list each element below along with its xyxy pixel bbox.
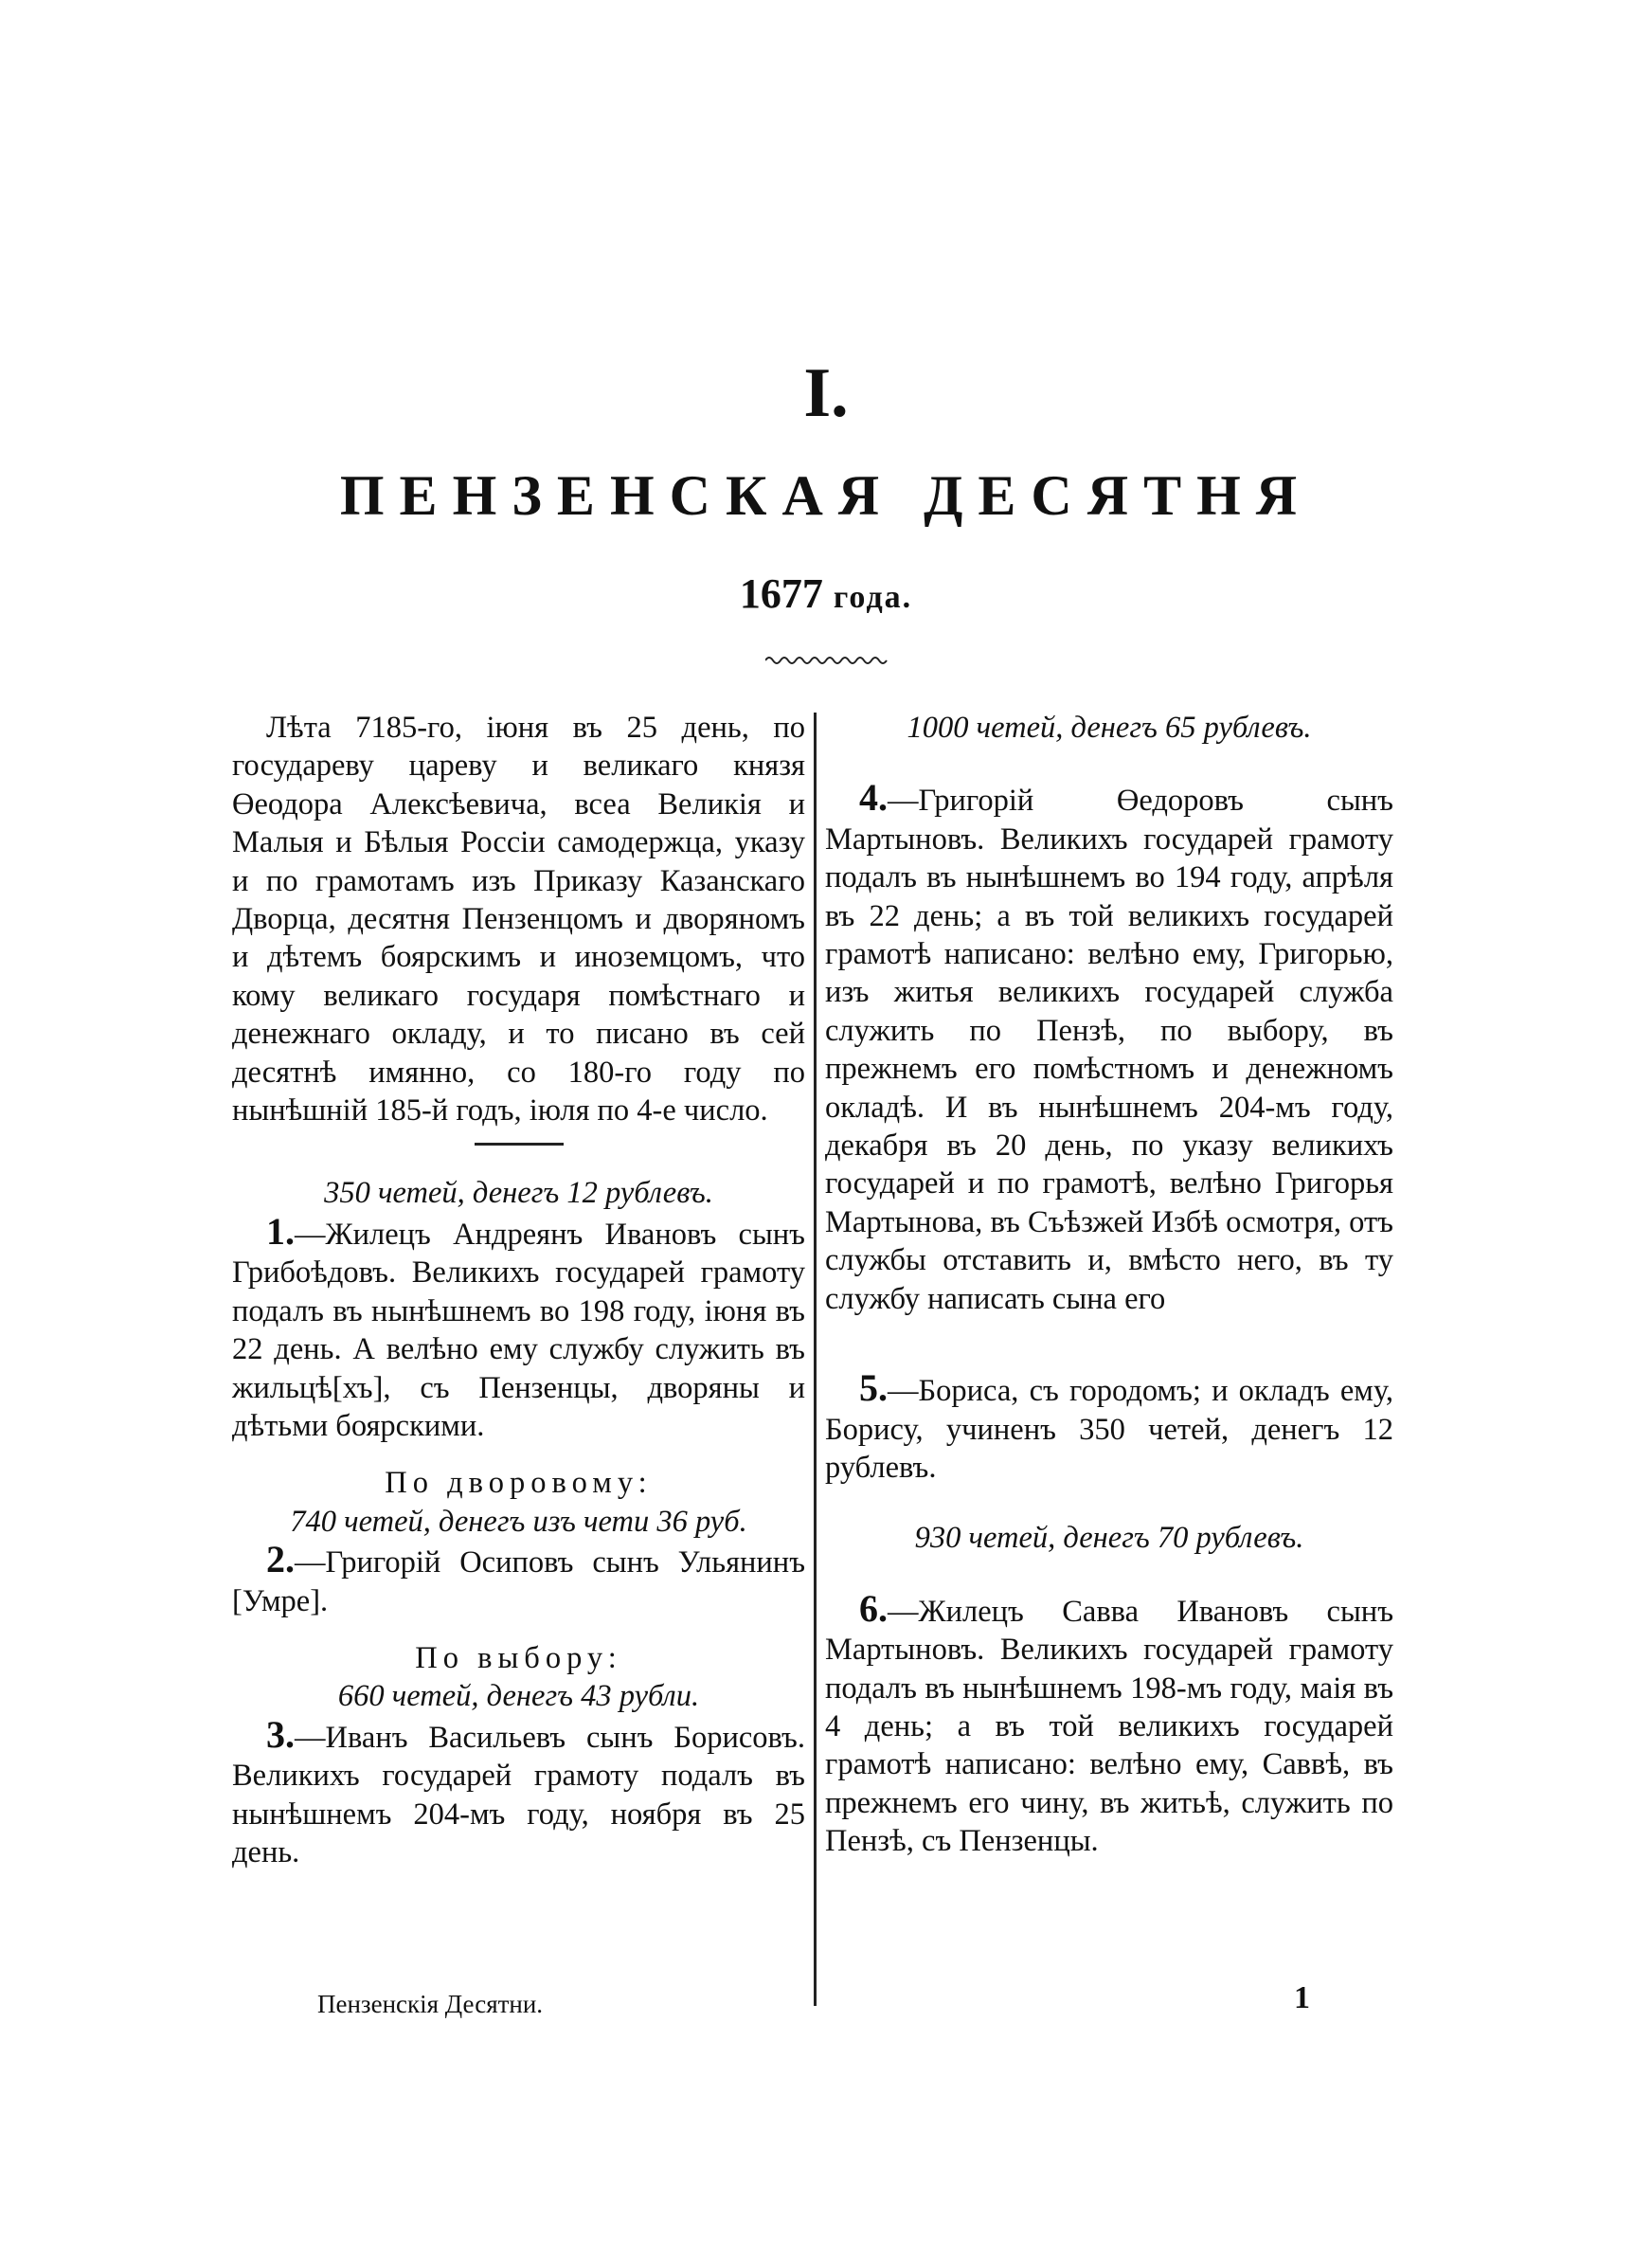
- year-word: года.: [833, 580, 913, 615]
- column-divider: [814, 713, 817, 2006]
- short-divider: [475, 1143, 564, 1146]
- salary-line: 350 четей, денегъ 12 рублевъ.: [324, 1176, 713, 1211]
- section-heading: По дворовому:: [385, 1466, 653, 1501]
- roman-numeral: I.: [803, 354, 849, 432]
- title-year: [0, 570, 1652, 617]
- entry-6: [825, 1586, 1393, 1861]
- entry-text: —Иванъ Васильевъ сынъ Борисовъ. Великихъ государей грамоту подалъ въ нынѣшнемъ 204-мъ году, ноября въ 25 день.: [232, 1720, 805, 1869]
- entry-number: 4.: [859, 776, 888, 820]
- left-column: [232, 709, 805, 1871]
- footer-signature: Пензенскiя Десятни.: [317, 1990, 544, 2018]
- salary-line: 660 четей, денегъ 43 рубли.: [337, 1679, 700, 1714]
- entry-number: 2.: [266, 1538, 295, 1581]
- page-number: 1: [1294, 1980, 1310, 2015]
- entry-text: —Жилецъ Андреянъ Ивановъ сынъ Грибоѣдовъ. Великихъ государей грамоту подалъ въ нынѣшнемъ во 198 году, iюня въ 22 день. А велѣно ему службу служить въ жильцѣ[хъ], съ Пензенцы, дворяны и дѣтьми боярскими.: [232, 1217, 805, 1443]
- entry-text: —Григорiй Осиповъ сынъ Ульянинъ [Умре].: [232, 1545, 805, 1618]
- salary-line: 740 четей, денегъ изъ чети 36 руб.: [290, 1504, 747, 1539]
- entry-text: —Бориса, съ городомъ; и окладъ ему, Борису, учиненъ 350 четей, денегъ 12 рублевъ.: [825, 1374, 1393, 1485]
- entry-number: 3.: [266, 1712, 295, 1756]
- entry-5: [825, 1366, 1393, 1487]
- salary-line: 1000 четей, денегъ 65 рублевъ.: [907, 711, 1312, 745]
- right-column: [825, 709, 1393, 1861]
- entry-3: [232, 1712, 805, 1872]
- page-title: ПЕНЗЕНСКАЯ ДЕСЯТНЯ: [339, 464, 1313, 527]
- entry-2: [232, 1538, 805, 1620]
- entry-number: 5.: [859, 1366, 888, 1410]
- entry-number: 1.: [266, 1209, 295, 1253]
- entry-4: [825, 776, 1393, 1318]
- salary-line: 930 четей, денегъ 70 рублевъ.: [914, 1521, 1304, 1556]
- entry-number: 6.: [859, 1586, 888, 1630]
- entry-text: —Григорiй Өедоровъ сынъ Мартыновъ. Великихъ государей грамоту подалъ въ нынѣшнемъ во 194 году, апрѣля въ 22 день; а въ той великихъ государей грамотѣ написано: велѣно ему, Григорью, изъ житья великихъ государей служба служить по Пензѣ, по выбору, въ прежнемъ его помѣстномъ и денежномъ окладѣ. И въ нынѣшнемъ 204-мъ году, декабря въ 20 день, по указу великихъ государей и по грамотѣ, велѣно Григорья Мартынова, въ Съѣзжей Избѣ осмотря, отъ службы отставить и, вмѣсто него, въ ту службу написать сына его: [825, 784, 1393, 1316]
- entry-text: —Жилецъ Савва Ивановъ сынъ Мартыновъ. Великихъ государей грамоту подалъ въ нынѣшнемъ 198-мъ году, маiя въ 4 день; а въ той великихъ государей грамотѣ написано: велѣно ему, Саввѣ, въ прежнемъ его чину, въ житьѣ, служить по Пензѣ, съ Пензенцы.: [825, 1594, 1393, 1859]
- section-heading: По выбору:: [415, 1640, 622, 1675]
- wavy-ornament: [765, 654, 889, 667]
- year-number: 1677: [739, 570, 823, 617]
- entry-1: [232, 1209, 805, 1445]
- intro-paragraph: Лѣта 7185-го, iюня въ 25 день, по государеву цареву и великаго князя Өеодора Алексѣевича, всеа Великiя и Малыя и Бѣлыя Россiи самодержца, указу и по грамотамъ изъ Приказу Казанскаго Дворца, десятня Пензенцомъ и дворяномъ и дѣтемъ боярскимъ и иноземцомъ, что кому великаго государя помѣстнаго и денежнаго окладу, и то писано въ сей десятнѣ имянно, со 180-го году по нынѣшнiй 185-й годъ, iюля по 4-е число.: [232, 711, 805, 1128]
